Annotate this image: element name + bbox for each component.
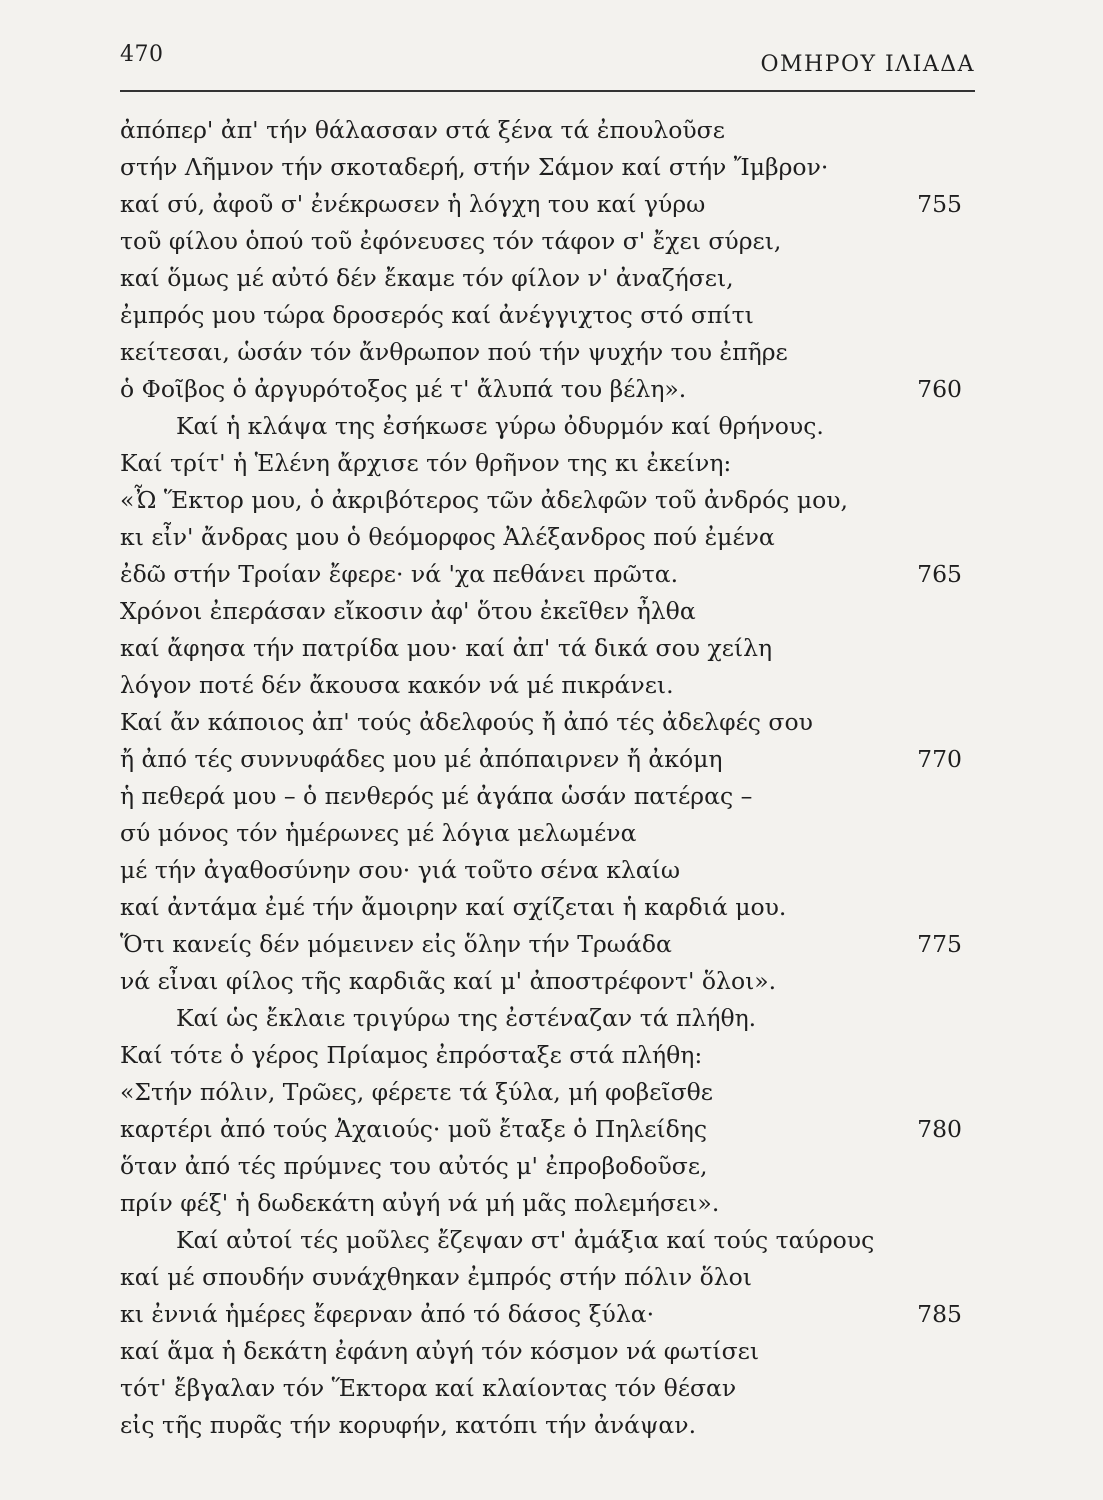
line-number: 765 <box>917 560 962 588</box>
verse-line <box>120 1185 970 1222</box>
verse-line <box>120 223 970 260</box>
verse-line <box>120 593 970 630</box>
verse-line <box>120 112 970 149</box>
verse-line <box>120 1370 970 1407</box>
verse-line <box>120 371 970 408</box>
verse-text: Καί τότε ὁ γέρος Πρίαμος ἐπρόσταξε στά πλήθη: <box>120 1041 703 1069</box>
verse-text: Χρόνοι ἐπεράσαν εἴκοσιν ἀφ' ὅτου ἐκεῖθεν ἦλθα <box>120 597 696 625</box>
verse-text: ἤ ἀπό τές συννυφάδες μου μέ ἀπόπαιρνεν ἤ ἀκόμη <box>120 745 723 773</box>
page-header <box>120 40 975 90</box>
verse-line <box>120 445 970 482</box>
verse-line <box>120 1296 970 1333</box>
verse-line <box>120 149 970 186</box>
verse-text: κείτεσαι, ὡσάν τόν ἄνθρωπον πού τήν ψυχήν του ἐπῆρε <box>120 338 788 366</box>
verse-text: «Ὦ Ἕκτορ μου, ὁ ἀκριβότερος τῶν ἀδελφῶν τοῦ ἀνδρός μου, <box>120 486 849 514</box>
running-title: ΟΜΗΡΟΥ ΙΛΙΑΔΑ <box>760 52 975 77</box>
verse-text: τότ' ἔβγαλαν τόν Ἕκτορα καί κλαίοντας τόν θέσαν <box>120 1374 737 1402</box>
verse-line <box>120 186 970 223</box>
verse-line <box>120 297 970 334</box>
verse-text: νά εἶναι φίλος τῆς καρδιᾶς καί μ' ἀποστρέφοντ' ὅλοι». <box>120 967 777 995</box>
verse-line <box>120 667 970 704</box>
verse-line <box>120 778 970 815</box>
verse-text: Καί τρίτ' ἡ Ἑλένη ἄρχισε τόν θρῆνον της κι ἐκείνη: <box>120 449 732 477</box>
verse-text: ἀπόπερ' ἀπ' τήν θάλασσαν στά ξένα τά ἐπουλοῦσε <box>120 116 725 144</box>
line-number: 755 <box>917 190 962 218</box>
verse-line <box>120 704 970 741</box>
verse-text: Καί ἡ κλάψα της ἐσήκωσε γύρω ὀδυρμόν καί θρήνους. <box>176 412 824 440</box>
verse-text: ἐδῶ στήν Τροίαν ἔφερε· νά 'χα πεθάνει πρῶτα. <box>120 560 679 588</box>
verse-line <box>120 1407 970 1444</box>
verse-text: τοῦ φίλου ὁπού τοῦ ἐφόνευσες τόν τάφον σ' ἔχει σύρει, <box>120 227 782 255</box>
verse-text: σύ μόνος τόν ἡμέρωνες μέ λόγια μελωμένα <box>120 819 637 847</box>
verse-text: ἡ πεθερά μου – ὁ πενθερός μέ ἀγάπα ὡσάν πατέρας – <box>120 782 753 810</box>
verse-line <box>120 1074 970 1111</box>
verse-block <box>120 112 970 1444</box>
line-number: 775 <box>917 930 962 958</box>
verse-line <box>120 630 970 667</box>
verse-line <box>120 1259 970 1296</box>
verse-line <box>120 1333 970 1370</box>
verse-text: καί μέ σπουδήν συνάχθηκαν ἐμπρός στήν πόλιν ὅλοι <box>120 1263 752 1291</box>
verse-line <box>120 260 970 297</box>
verse-text: ὅταν ἀπό τές πρύμνες του αὐτός μ' ἐπροβοδοῦσε, <box>120 1152 708 1180</box>
verse-text: καρτέρι ἀπό τούς Ἀχαιούς· μοῦ ἔταξε ὁ Πηλείδης <box>120 1115 707 1143</box>
verse-text: μέ τήν ἀγαθοσύνην σου· γιά τοῦτο σένα κλαίω <box>120 856 681 884</box>
verse-text: λόγον ποτέ δέν ἄκουσα κακόν νά μέ πικράνει. <box>120 671 674 699</box>
verse-line <box>120 1111 970 1148</box>
verse-text: Ὅτι κανείς δέν μόμεινεν εἰς ὅλην τήν Τρωάδα <box>120 930 672 958</box>
verse-line <box>120 556 970 593</box>
verse-line <box>120 408 970 445</box>
verse-text: καί ὅμως μέ αὐτό δέν ἔκαμε τόν φίλον ν' ἀναζήσει, <box>120 264 734 292</box>
verse-text: στήν Λῆμνον τήν σκοταδερή, στήν Σάμον καί στήν Ἴμβρον· <box>120 153 829 181</box>
verse-text: πρίν φέξ' ἡ δωδεκάτη αὐγή νά μή μᾶς πολεμήσει». <box>120 1189 720 1217</box>
verse-text: Καί ἄν κάποιος ἀπ' τούς ἀδελφούς ἤ ἀπό τές ἀδελφές σου <box>120 708 813 736</box>
verse-text: κι ἐννιά ἡμέρες ἔφερναν ἀπό τό δάσος ξύλα· <box>120 1300 655 1328</box>
verse-text: ὁ Φοῖβος ὁ ἀργυρότοξος μέ τ' ἄλυπά του βέλη». <box>120 375 687 403</box>
verse-text: «Στήν πόλιν, Τρῶες, φέρετε τά ξύλα, μή φοβεῖσθε <box>120 1078 713 1106</box>
verse-text: εἰς τῆς πυρᾶς τήν κορυφήν, κατόπι τήν ἀνάψαν. <box>120 1411 697 1439</box>
verse-text: καί ἀντάμα ἐμέ τήν ἄμοιρην καί σχίζεται ἡ καρδιά μου. <box>120 893 787 921</box>
line-number: 770 <box>917 745 962 773</box>
verse-line <box>120 519 970 556</box>
verse-line <box>120 852 970 889</box>
verse-text: καί ἄφησα τήν πατρίδα μου· καί ἀπ' τά δικά σου χείλη <box>120 634 773 662</box>
verse-text: καί σύ, ἀφοῦ σ' ἐνέκρωσεν ἡ λόγχη του καί γύρω <box>120 190 706 218</box>
verse-text: καί ἅμα ἡ δεκάτη ἐφάνη αὐγή τόν κόσμον νά φωτίσει <box>120 1337 760 1365</box>
verse-line <box>120 963 970 1000</box>
header-rule <box>120 90 975 92</box>
verse-line <box>120 1222 970 1259</box>
verse-line <box>120 815 970 852</box>
verse-line <box>120 482 970 519</box>
line-number: 760 <box>917 375 962 403</box>
verse-line <box>120 741 970 778</box>
line-number: 780 <box>917 1115 962 1143</box>
verse-line <box>120 334 970 371</box>
verse-line <box>120 1148 970 1185</box>
line-number: 785 <box>917 1300 962 1328</box>
verse-text: Καί αὐτοί τές μοῦλες ἔζεψαν στ' ἀμάξια καί τούς ταύρους <box>176 1226 875 1254</box>
verse-text: κι εἶν' ἄνδρας μου ὁ θεόμορφος Ἀλέξανδρος πού ἐμένα <box>120 523 775 551</box>
verse-line <box>120 926 970 963</box>
verse-line <box>120 889 970 926</box>
verse-line <box>120 1037 970 1074</box>
verse-text: Καί ὡς ἔκλαιε τριγύρω της ἐστέναζαν τά πλήθη. <box>176 1004 757 1032</box>
page-number: 470 <box>120 42 164 67</box>
verse-text: ἐμπρός μου τώρα δροσερός καί ἀνέγγιχτος στό σπίτι <box>120 301 754 329</box>
verse-line <box>120 1000 970 1037</box>
